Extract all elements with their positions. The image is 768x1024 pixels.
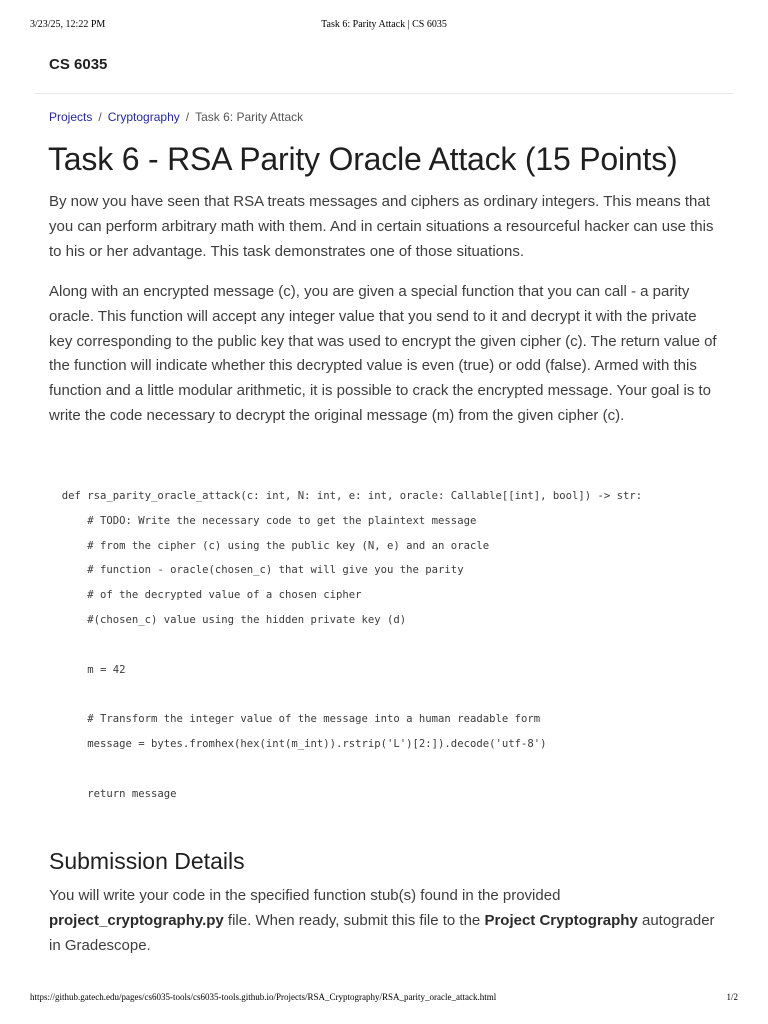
code-line: #(chosen_c) value using the hidden private key (d) [49, 613, 407, 626]
submission-text: file. When ready, submit this file to the [223, 911, 485, 929]
code-line: message = bytes.fromhex(hex(int(m_int)).rstrip('L')[2:]).decode('utf-8') [49, 737, 547, 750]
print-header [30, 19, 738, 33]
breadcrumb-separator: / [185, 110, 190, 124]
breadcrumb-link-cryptography[interactable]: Cryptography [107, 110, 180, 124]
page-title: Task 6 - RSA Parity Oracle Attack (15 Points) [48, 141, 678, 177]
print-footer [30, 992, 738, 1006]
breadcrumb-separator: / [98, 110, 102, 124]
code-line: # from the cipher (c) using the public key (N, e) and an oracle [49, 539, 490, 552]
print-date: 3/23/25, 12:22 PM [30, 19, 106, 30]
code-line: return message [49, 787, 177, 800]
code-line [49, 633, 729, 658]
code-line [49, 757, 729, 782]
submission-heading: Submission Details [49, 848, 245, 874]
code-line: m = 42 [49, 663, 126, 676]
submission-paragraph [49, 884, 721, 958]
submission-text: You will write your code in the specified function stub(s) found in the provided [49, 887, 561, 904]
task-description-paragraph: Along with an encrypted message (c), you are given a special function that you can call - a parity oracle. This function will accept any integer value that you send to it and decrypt it with the private key corresponding to the public key that was used to encrypt the given cipher (c). The return value of the function will indicate whether this decrypted value is even (true) or odd (false). Armed with this function and a little modular arithmetic, it is possible to crack the encrypted message. Your goal is to write the code necessary to decrypt the original message (m) from the given cipher (c). [49, 283, 717, 424]
print-page-number: 1/2 [726, 992, 738, 1002]
intro-paragraph: By now you have seen that RSA treats messages and ciphers as ordinary integers. This means that you can perform arbitrary math with them. And in certain situations a resourceful hacker can use this to his or her advantage. This task demonstrates one of those situations. [49, 193, 714, 260]
code-line: def rsa_parity_oracle_attack(c: int, N: int, e: int, oracle: Callable[[int], bool]) -> str: [49, 490, 643, 502]
code-line: # Transform the integer value of the message into a human readable form [49, 713, 541, 726]
submission-text: autograder in Gradescope. [49, 911, 715, 954]
breadcrumb [49, 110, 303, 124]
code-line [49, 682, 729, 707]
submission-autograder-name: Project Cryptography [484, 911, 638, 929]
breadcrumb-link-projects[interactable]: Projects [49, 110, 93, 124]
code-line: # of the decrypted value of a chosen cipher [49, 589, 362, 602]
print-url: https://github.gatech.edu/pages/cs6035-tools/cs6035-tools.github.io/Projects/RSA_Cryptography/RSA_parity_oracle_attack.html [30, 992, 497, 1002]
breadcrumb-current: Task 6: Parity Attack [195, 110, 304, 124]
code-line: # TODO: Write the necessary code to get the plaintext message [49, 514, 477, 527]
print-document-title: Task 6: Parity Attack | CS 6035 [321, 19, 447, 30]
code-line: # function - oracle(chosen_c) that will give you the parity [49, 564, 464, 577]
code-block [49, 484, 729, 806]
submission-file-name: project_cryptography.py [49, 911, 224, 929]
site-brand-link[interactable]: CS 6035 [49, 56, 108, 73]
header-divider [34, 93, 734, 94]
